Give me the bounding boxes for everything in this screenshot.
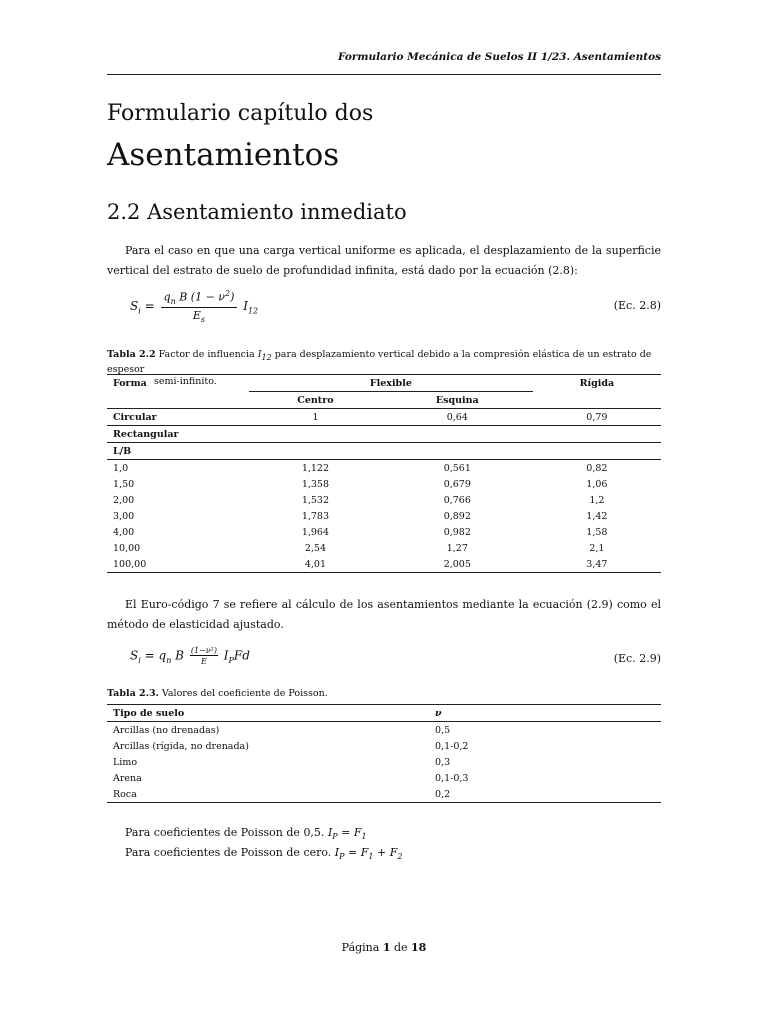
table-row: 2,00 1,532 0,766 1,2 xyxy=(113,494,605,506)
poisson-note-zero: Para coeficientes de Poisson de cero. $I_P = F_1 + F_2$ xyxy=(125,846,403,862)
col-rigida: Rígida xyxy=(579,377,615,389)
table-row: Rectangular xyxy=(107,426,661,443)
chapter-subtitle: Formulario capítulo dos xyxy=(107,101,374,126)
table-row: L/B xyxy=(107,443,661,460)
header-rule xyxy=(107,74,661,75)
col-flexible: Flexible xyxy=(249,375,533,392)
col-forma: Forma xyxy=(113,377,147,389)
table-row: 10,00 2,54 1,27 2,1 xyxy=(113,542,605,554)
col-nu: ν xyxy=(435,707,442,719)
table-2-3 xyxy=(107,704,661,803)
equation-2-8: $S_i$ = $\frac{q_n B (1 - \nu^2)}{E_s}$ $I_{12}$ xyxy=(130,289,259,325)
col-tipo-suelo: Tipo de suelo xyxy=(113,707,185,719)
table-row: Arena 0,1-0,3 xyxy=(113,772,469,784)
table-row: 100,00 4,01 2,005 3,47 xyxy=(107,556,661,573)
col-esquina: Esquina xyxy=(435,394,479,406)
table-row: Roca 0,2 xyxy=(107,786,661,803)
poisson-note-half: Para coeficientes de Poisson de 0,5. $I_P = F_1$ xyxy=(125,826,367,842)
table-row: 4,00 1,964 0,982 1,58 xyxy=(113,526,608,538)
table-row: Circular 1 0,64 0,79 xyxy=(107,409,661,426)
section-heading: 2.2 Asentamiento inmediato xyxy=(107,200,407,224)
chapter-title: Asentamientos xyxy=(107,137,340,173)
table-2-3-caption: Tabla 2.3. Valores del coeficiente de Poisson. xyxy=(107,688,328,699)
table-row: Arcillas (no drenadas) 0,5 xyxy=(113,724,451,736)
table-2-2-caption: Tabla 2.2 Factor de influencia $I_{12}$ para desplazamiento vertical debido a la compresión elástica de un estrato de espesor semi-infinito. xyxy=(107,349,652,387)
table-row: 1,0 1,122 0,561 0,82 xyxy=(113,462,608,474)
equation-2-9-label: (Ec. 2.9) xyxy=(613,652,661,665)
table-row: Limo 0,3 xyxy=(113,756,451,768)
page-footer: Página 1 de 18 xyxy=(341,941,427,954)
eurocode-paragraph: El Euro-código 7 se refiere al cálculo de los asentamientos mediante la ecuación (2.9) como el método de elasticidad ajustado. xyxy=(107,598,661,631)
table-row: 1,50 1,358 0,679 1,06 xyxy=(113,478,608,490)
running-head: Formulario Mecánica de Suelos II 1/23. Asentamientos xyxy=(338,51,661,63)
equation-2-9: $S_i = q_n$ B $\frac{\text{(1−ν²)}}{E}$ $I_PFd$ xyxy=(130,646,250,666)
equation-2-9-fraction: $\frac{\text{(1−ν²)}}{E}$ xyxy=(190,646,217,666)
equation-2-8-label: (Ec. 2.8) xyxy=(613,299,661,312)
col-centro: Centro xyxy=(297,394,334,406)
table-row: 3,00 1,783 0,892 1,42 xyxy=(113,510,608,522)
equation-2-8-fraction: $\frac{q_n B (1 - \nu^2)}{E_s}$ xyxy=(161,289,238,324)
intro-paragraph: Para el caso en que una carga vertical uniforme es aplicada, el desplazamiento de la superficie vertical del estrato de suelo de profundidad infinita, está dado por la ecuación (2.8): xyxy=(107,244,661,277)
table-row: Arcillas (rígida, no drenada) 0,1-0,2 xyxy=(113,740,469,752)
table-2-2 xyxy=(107,374,661,573)
